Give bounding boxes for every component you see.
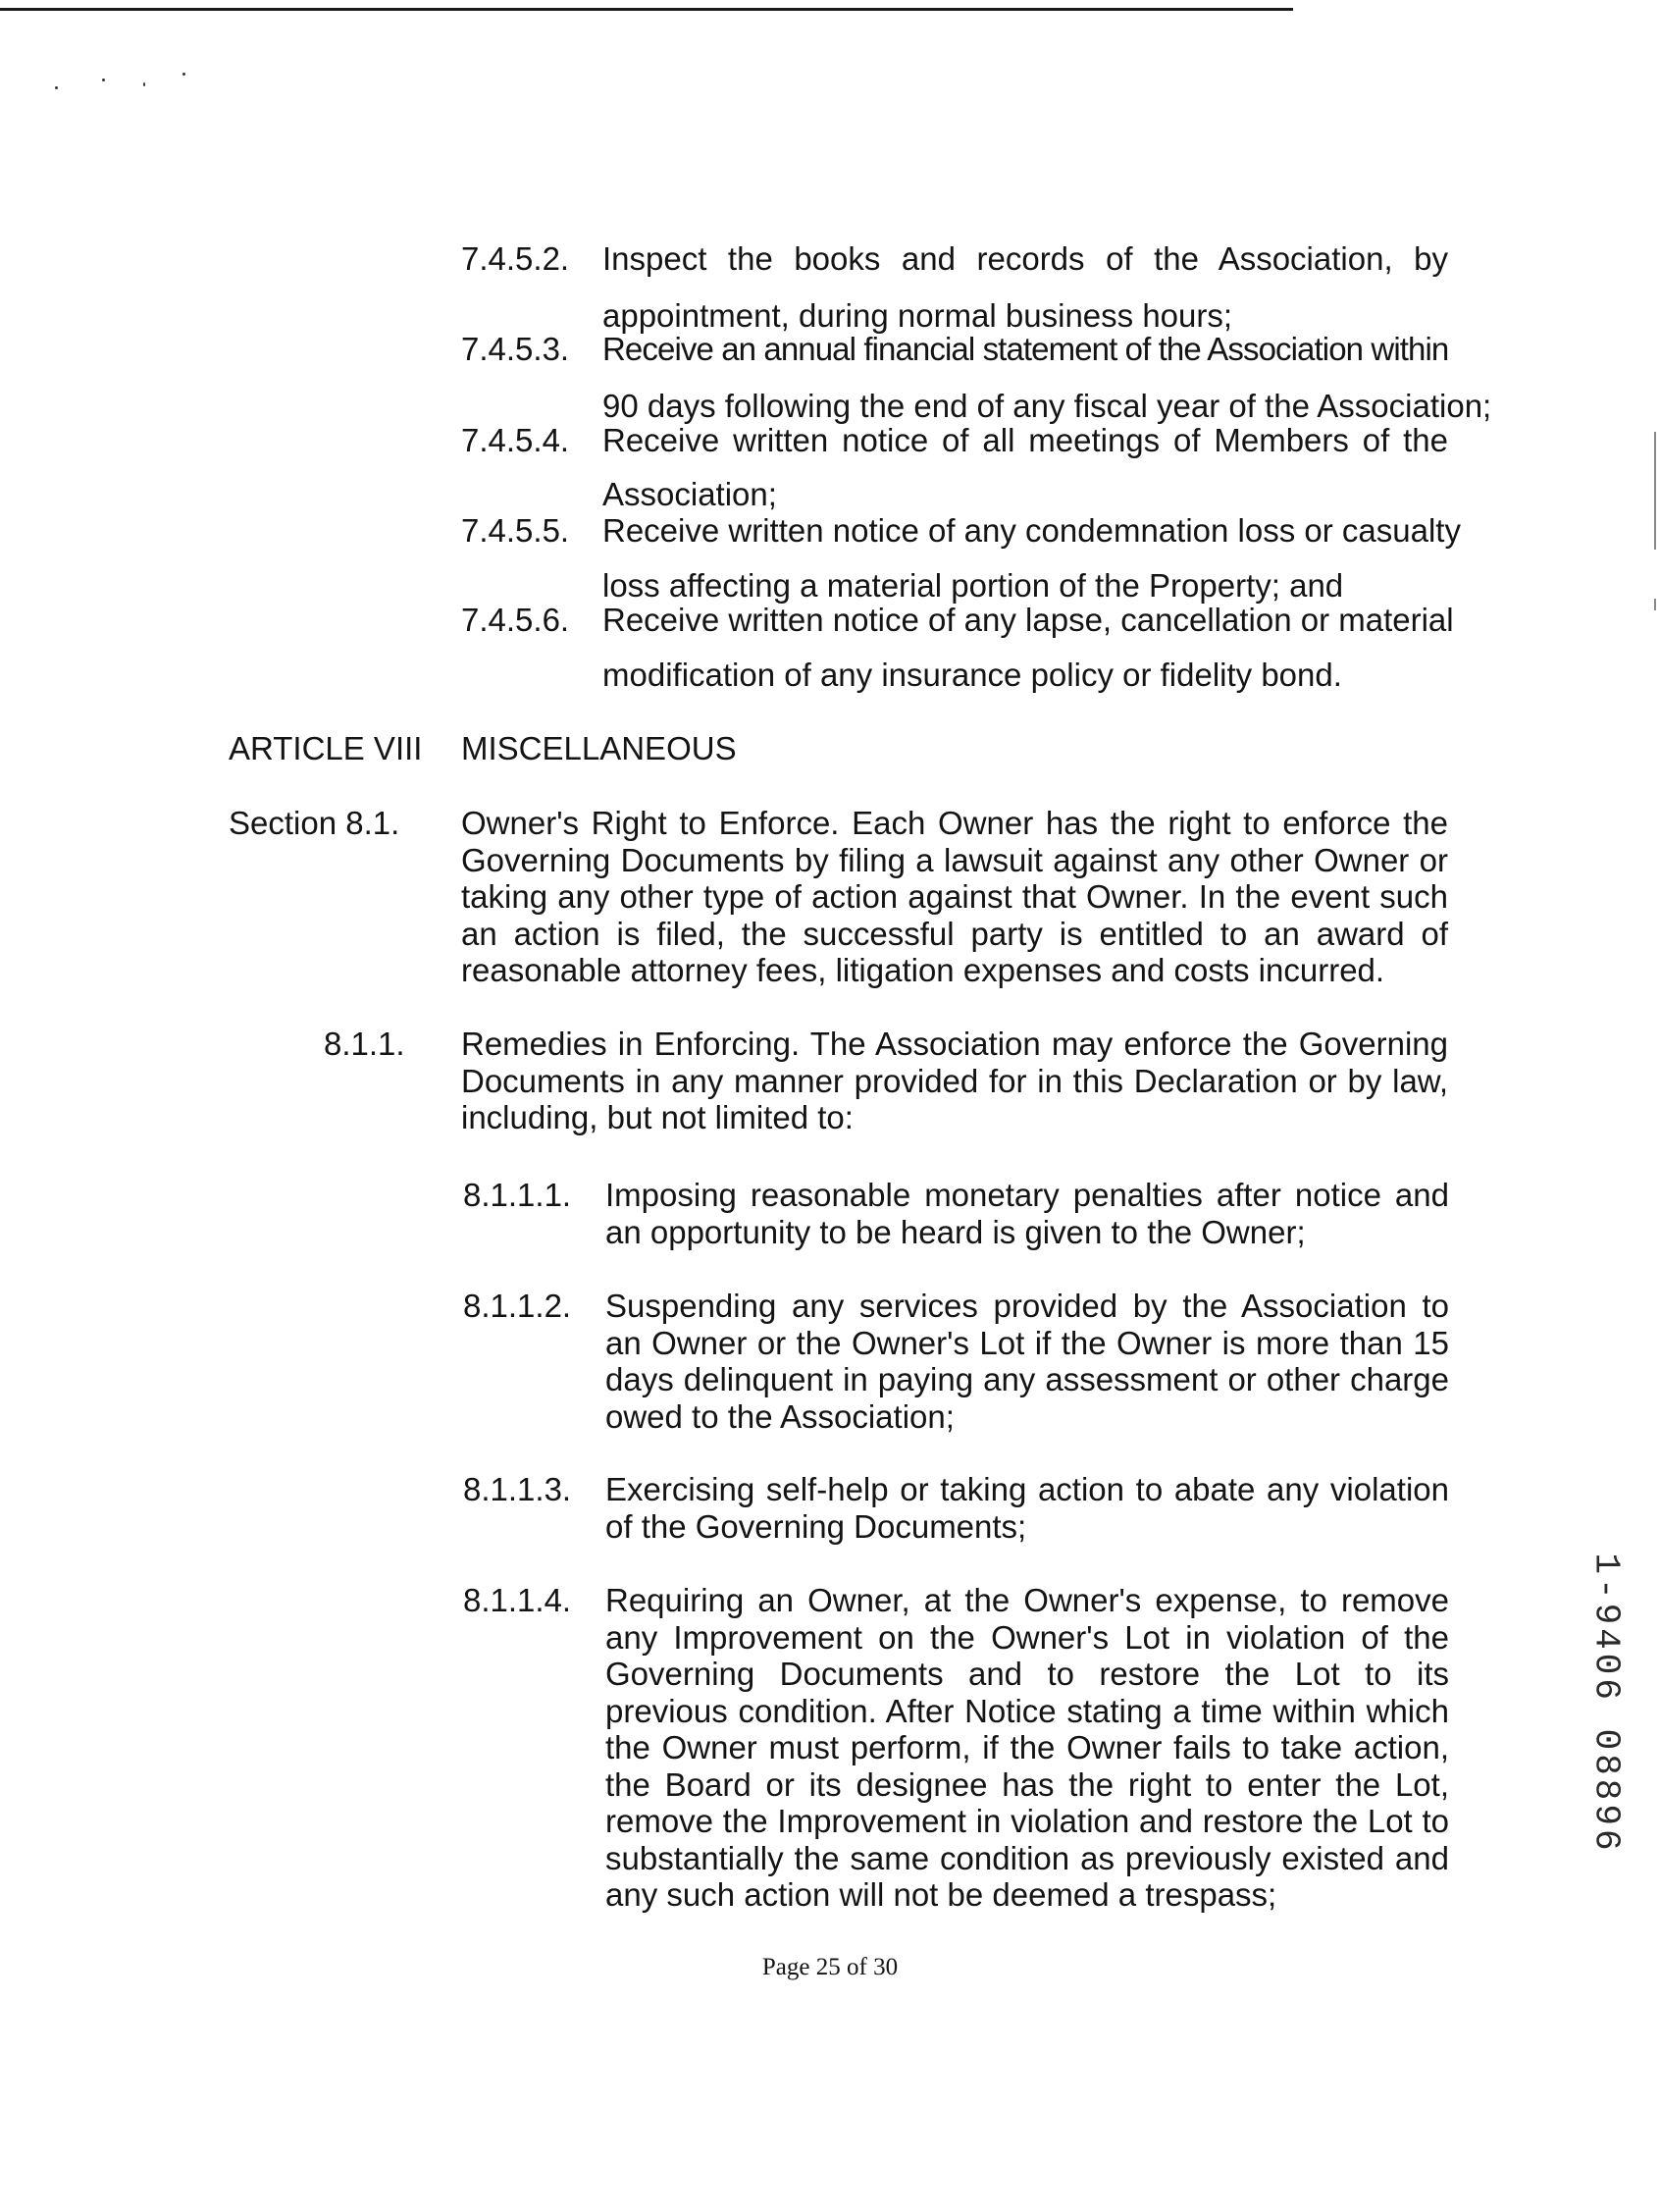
item-text-line-2: Association;	[602, 476, 777, 512]
item-text-line-1: Receive written notice of all meetings of Members of the	[602, 422, 1448, 458]
item-text-line-2: appointment, during normal business hours;	[602, 297, 1233, 334]
item-text: Imposing reasonable monetary penalties after notice and an opportunity to be heard is given to the Owner;	[605, 1177, 1449, 1250]
item-text-line-2: modification of any insurance policy or fidelity bond.	[602, 657, 1342, 693]
recording-stamp	[1580, 1553, 1633, 1855]
item-text-line-1: Inspect the books and records of the Association, by	[602, 240, 1448, 277]
item-number: 8.1.1.1.	[463, 1177, 572, 1213]
item-number: 7.4.5.4.	[461, 422, 570, 458]
subsection-text: Remedies in Enforcing. The Association may enforce the Governing Documents in any manner provided for in this Declaration or by law, including, but not limited to:	[461, 1026, 1448, 1135]
item-number: 8.1.1.2.	[463, 1288, 572, 1324]
item-text-line-2: 90 days following the end of any fiscal year of the Association;	[602, 388, 1492, 424]
item-text: Requiring an Owner, at the Owner's expense, to remove any Improvement on the Owner's Lot in violation of the Governing Documents and to restore the Lot to its previous condition. After Notice stating a time within which the Owner must perform, if the Owner fails to take action, the Board or its designee has the right to enter the Lot, remove the Improvement in violation and restore the Lot to substantially the same condition as previously existed and any such action will not be deemed a trespass;	[605, 1582, 1449, 1913]
subsection-label: 8.1.1.	[324, 1026, 405, 1062]
article-label: ARTICLE VIII	[229, 730, 423, 766]
item-text-line-1: Receive written notice of any lapse, cancellation or material	[602, 602, 1454, 638]
item-text: Suspending any services provided by the Association to an Owner or the Owner's Lot if the Owner is more than 15 days delinquent in paying any assessment or other charge owed to the Association;	[605, 1288, 1449, 1435]
scan-edge-marks	[1654, 432, 1656, 628]
item-number: 7.4.5.6.	[461, 602, 570, 638]
item-text-line-2: loss affecting a material portion of the Property; and	[602, 567, 1344, 604]
item-number: 7.4.5.3.	[461, 331, 570, 367]
item-number: 7.4.5.2.	[461, 240, 570, 277]
item-text-line-1: Receive written notice of any condemnation loss or casualty	[602, 512, 1461, 549]
item-number: 8.1.1.3.	[463, 1471, 572, 1507]
scan-top-border	[0, 8, 1293, 11]
page-number: Page 25 of 30	[761, 1954, 899, 1980]
item-text-line-1: Receive an annual financial statement of the Association within	[602, 331, 1449, 367]
item-text: Exercising self-help or taking action to abate any violation of the Governing Documents;	[605, 1471, 1449, 1545]
scan-specks	[47, 61, 204, 100]
section-text: Owner's Right to Enforce. Each Owner has the right to enforce the Governing Documents by filing a lawsuit against any other Owner or taking any other type of action against that Owner. In the event such an action is filed, the successful party is entitled to an award of reasonable attorney fees, litigation expenses and costs incurred.	[461, 805, 1448, 988]
article-title: MISCELLANEOUS	[461, 730, 737, 766]
item-number: 8.1.1.4.	[463, 1582, 572, 1618]
item-number: 7.4.5.5.	[461, 512, 570, 549]
recording-stamp-text: 1-9406 08896	[1585, 1553, 1627, 1855]
section-label: Section 8.1.	[229, 805, 400, 841]
